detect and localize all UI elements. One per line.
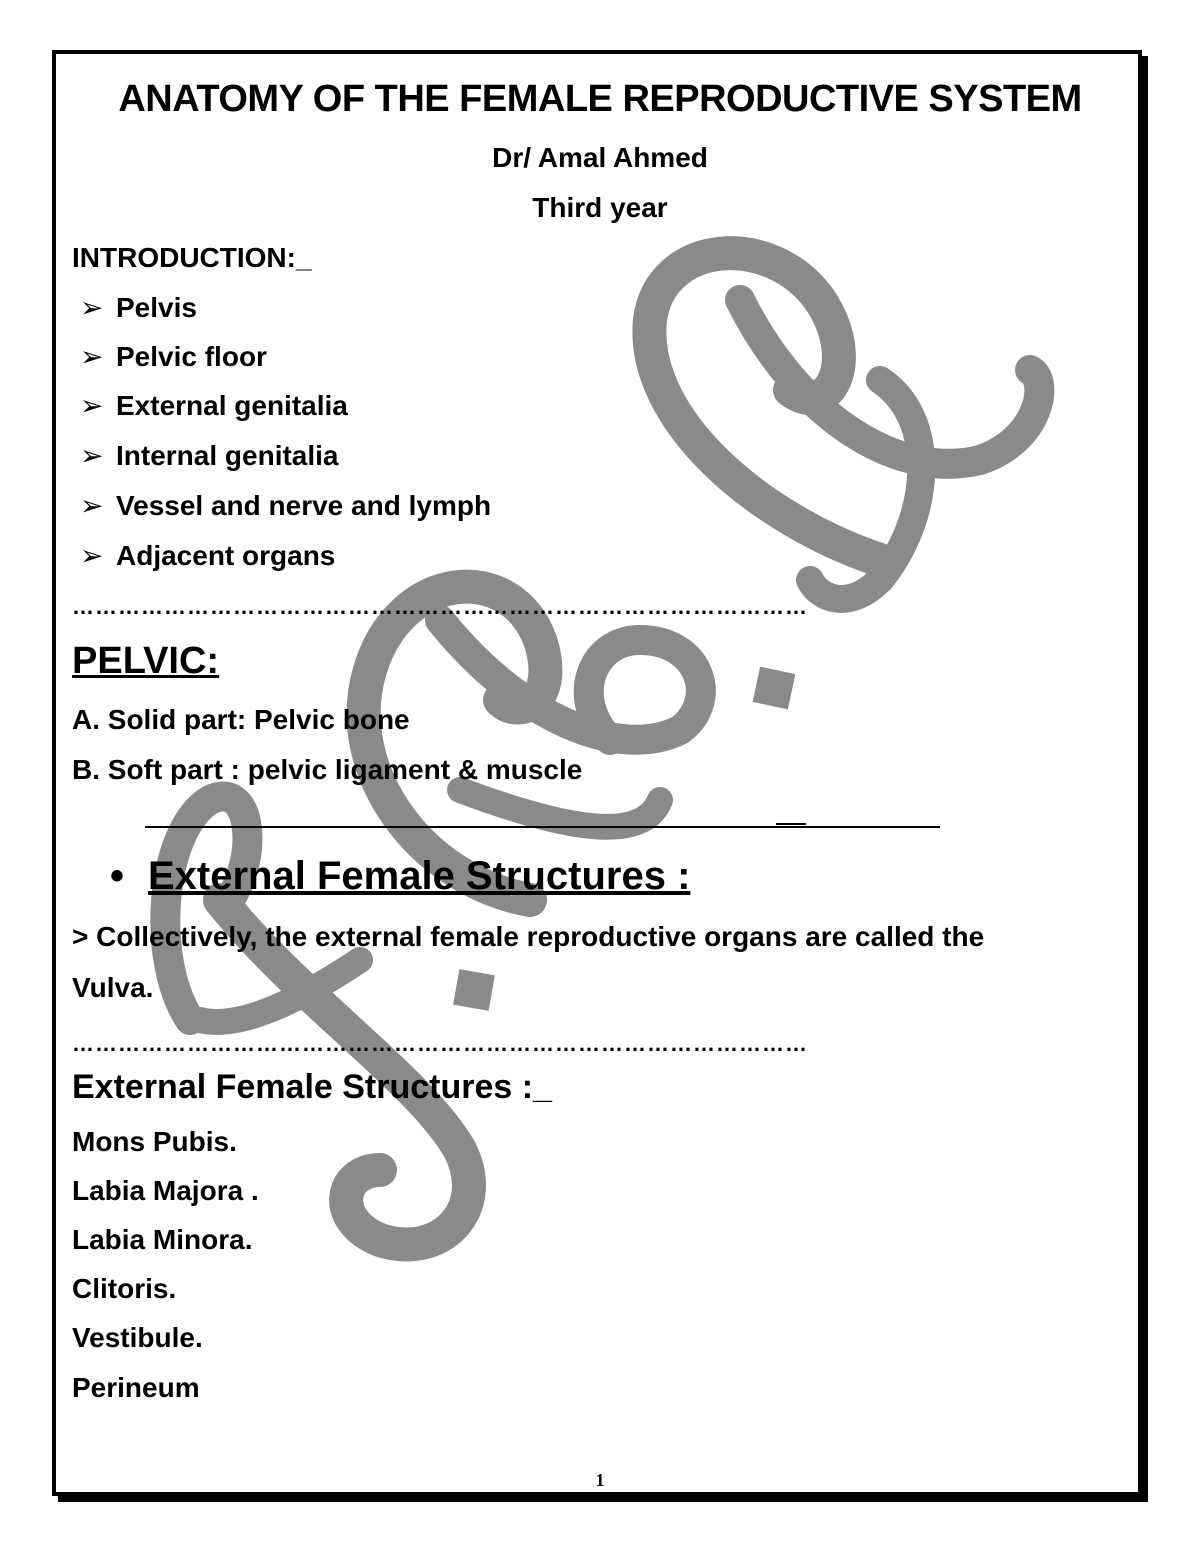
round-bullet-icon: • <box>110 854 125 898</box>
structure-item: Clitoris. <box>72 1273 177 1304</box>
arrow-bullet-icon: ➢ <box>80 540 104 571</box>
dotted-separator: …………………………………………………………………………………… <box>72 594 808 619</box>
structure-item: Vestibule. <box>72 1322 203 1353</box>
intro-list-item: ➢ Adjacent organs <box>80 540 336 571</box>
intro-list-item: ➢ Internal genitalia <box>80 440 339 471</box>
rule-dash <box>776 823 806 825</box>
academic-year: Third year <box>532 192 668 223</box>
arrow-bullet-icon: ➢ <box>80 341 104 372</box>
pelvic-part-soft: B. Soft part : pelvic ligament & muscle <box>72 754 583 785</box>
structure-item: Perineum <box>72 1372 200 1403</box>
dotted-separator: …………………………………………………………………………………… <box>72 1031 808 1056</box>
structure-item: Mons Pubis. <box>72 1126 237 1157</box>
author-name: Dr/ Amal Ahmed <box>492 142 708 173</box>
structures-heading: External Female Structures :_ <box>72 1068 552 1106</box>
vulva-sentence: > Collectively, the external female reproductive organs are called the <box>72 921 985 952</box>
pelvic-part-solid: A. Solid part: Pelvic bone <box>72 704 410 735</box>
page-number: 1 <box>595 1470 605 1490</box>
intro-heading: INTRODUCTION:_ <box>72 242 312 273</box>
arrow-bullet-icon: ➢ <box>80 390 104 421</box>
document-title: ANATOMY OF THE FEMALE REPRODUCTIVE SYSTEM <box>118 78 1082 120</box>
pelvic-heading: PELVIC: <box>72 640 220 682</box>
vulva-term: Vulva. <box>72 972 154 1003</box>
intro-list-item: ➢ External genitalia <box>80 390 348 421</box>
arrow-bullet-icon: ➢ <box>80 490 104 521</box>
arrow-bullet-icon: ➢ <box>80 292 104 323</box>
intro-list-item: ➢ Pelvic floor <box>80 341 267 372</box>
horizontal-rule <box>145 826 940 828</box>
intro-list-item: ➢ Vessel and nerve and lymph <box>80 490 492 521</box>
intro-list-item: ➢ Pelvis <box>80 292 197 323</box>
external-structures-heading: • External Female Structures : <box>110 854 691 898</box>
structure-item: Labia Minora. <box>72 1224 253 1255</box>
arrow-bullet-icon: ➢ <box>80 440 104 471</box>
structure-item: Labia Majora . <box>72 1175 259 1206</box>
